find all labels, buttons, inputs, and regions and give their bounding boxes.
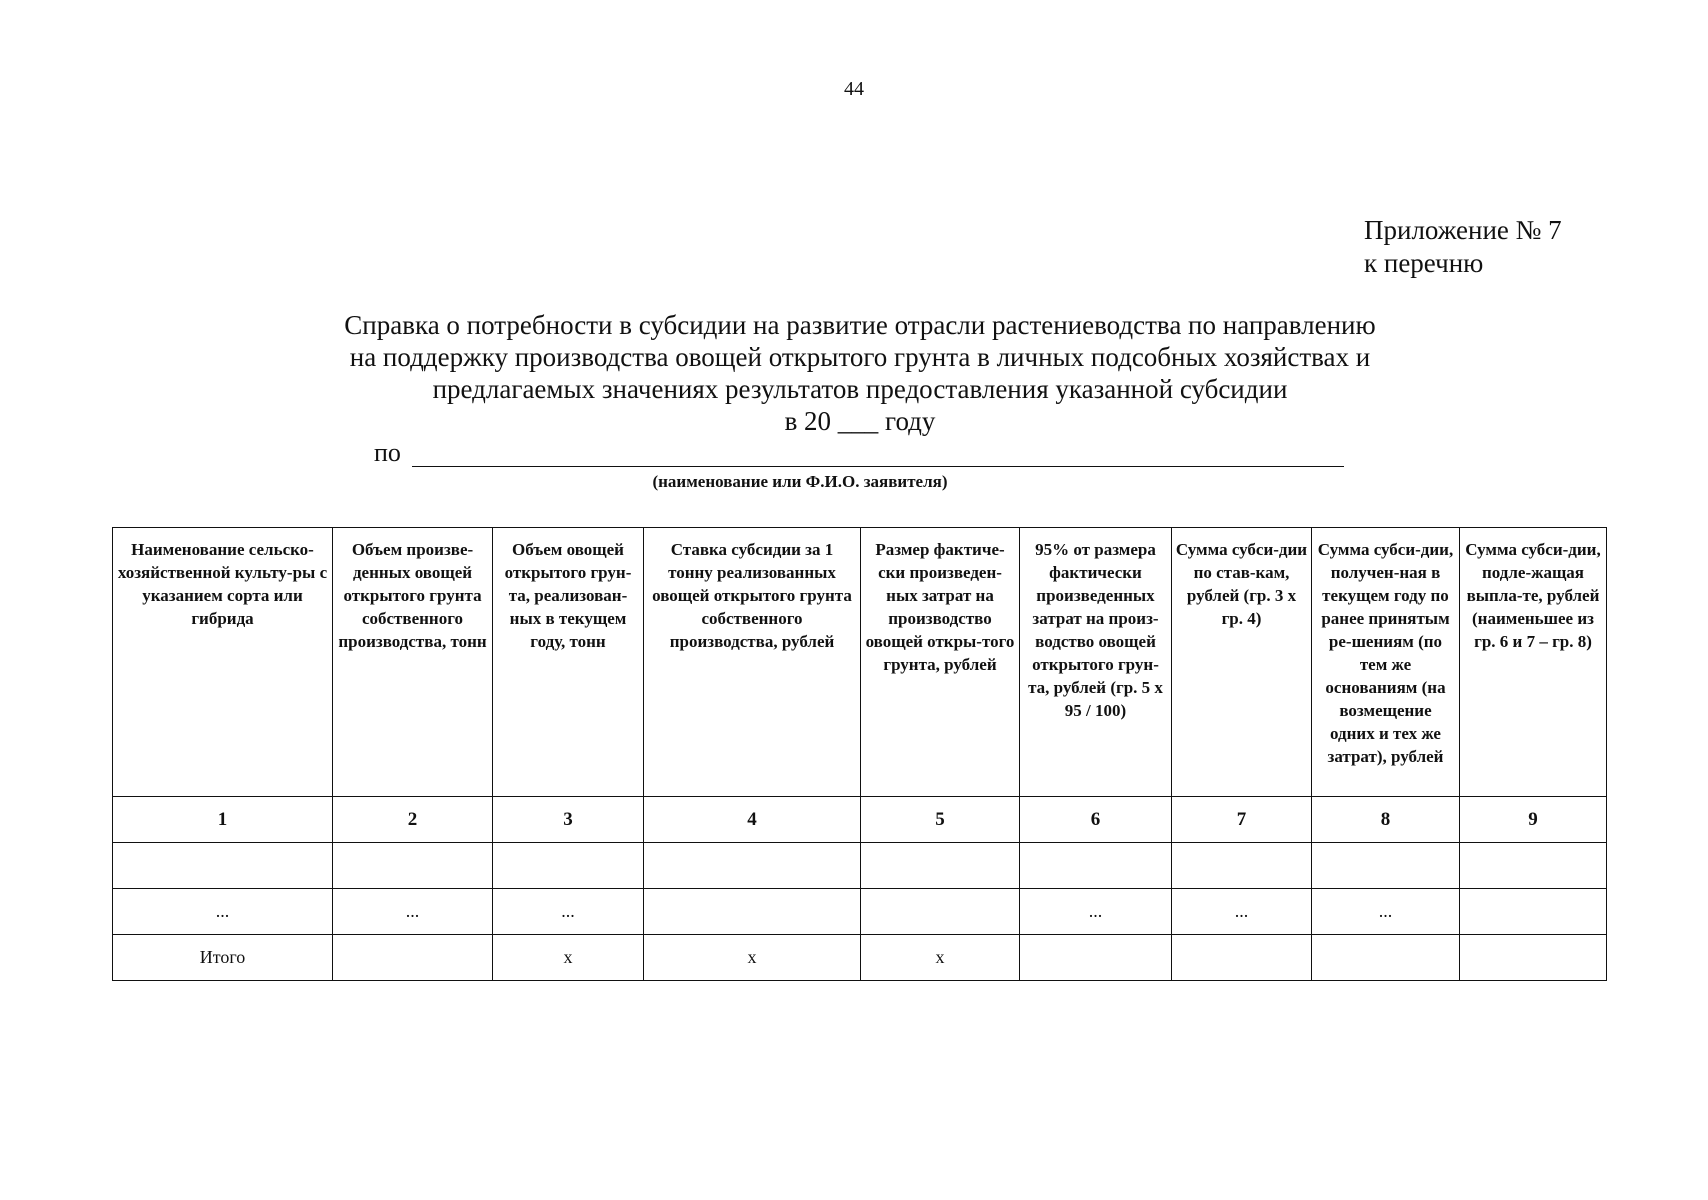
table-cell[interactable]: [333, 843, 493, 889]
table-cell[interactable]: [1020, 935, 1172, 981]
column-number: 3: [493, 797, 644, 843]
page-number: 44: [844, 78, 864, 100]
table-cell[interactable]: [1460, 935, 1607, 981]
table-cell[interactable]: [644, 843, 861, 889]
table-cell: x: [861, 935, 1020, 981]
table-cell[interactable]: ...: [333, 889, 493, 935]
table-cell[interactable]: [861, 889, 1020, 935]
table-cell[interactable]: [493, 843, 644, 889]
table-cell[interactable]: ...: [1020, 889, 1172, 935]
table-cell[interactable]: [1020, 843, 1172, 889]
title-line-2: на поддержку производства овощей открытого грунта в личных подсобных хозяйствах и: [349, 342, 1371, 372]
appendix-subtitle: к перечню: [1364, 248, 1484, 278]
table-cell[interactable]: [644, 889, 861, 935]
table-cell[interactable]: [1460, 889, 1607, 935]
total-row: [113, 935, 1607, 981]
table-cell: x: [644, 935, 861, 981]
column-header: 95% от размера фактически произведенных затрат на произ-водство овощей открытого грун-та, рублей (гр. 5 х 95 / 100): [1020, 528, 1172, 797]
column-header: Размер фактиче-ски произведен-ных затрат на производство овощей откры-того грунта, рублей: [861, 528, 1020, 797]
applicant-hint: (наименование или Ф.И.О. заявителя): [652, 472, 948, 491]
applicant-prefix: по: [374, 438, 401, 467]
title-line-3: предлагаемых значениях результатов предоставления указанной субсидии: [432, 374, 1288, 404]
table-cell[interactable]: ...: [493, 889, 644, 935]
subsidy-table: [112, 527, 1607, 981]
column-header: Сумма субси-дии, подле-жащая выпла-те, рублей (наименьшее из гр. 6 и 7 – гр. 8): [1460, 528, 1607, 797]
table-row: [113, 889, 1607, 935]
column-number: 5: [861, 797, 1020, 843]
table-row: [113, 843, 1607, 889]
table-cell[interactable]: [1172, 843, 1312, 889]
column-number: 9: [1460, 797, 1607, 843]
header-row: [113, 528, 1607, 797]
title-line-4: в 20 ___ году: [784, 406, 936, 436]
table-cell[interactable]: [1312, 935, 1460, 981]
appendix-title: Приложение № 7: [1364, 215, 1562, 245]
table-cell[interactable]: ...: [113, 889, 333, 935]
table-cell[interactable]: [1172, 935, 1312, 981]
column-number: 7: [1172, 797, 1312, 843]
table-cell[interactable]: [113, 843, 333, 889]
column-header: Объем произве-денных овощей открытого грунта собственного производства, тонн: [333, 528, 493, 797]
title-line-1: Справка о потребности в субсидии на развитие отрасли растениеводства по направлению: [344, 310, 1376, 340]
column-header: Ставка субсидии за 1 тонну реализованных овощей открытого грунта собственного производства, рублей: [644, 528, 861, 797]
column-header: Объем овощей открытого грун-та, реализован-ных в текущем году, тонн: [493, 528, 644, 797]
table-cell[interactable]: ...: [1312, 889, 1460, 935]
table-cell[interactable]: [1312, 843, 1460, 889]
column-number: 1: [113, 797, 333, 843]
table-cell[interactable]: [333, 935, 493, 981]
applicant-field[interactable]: [374, 438, 1344, 472]
table-cell[interactable]: ...: [1172, 889, 1312, 935]
column-header: Наименование сельско-хозяйственной культу-ры с указанием сорта или гибрида: [113, 528, 333, 797]
document-title: [240, 309, 1480, 437]
appendix-reference: [1364, 214, 1562, 280]
total-label: Итого: [113, 935, 333, 981]
column-header: Сумма субси-дии, получен-ная в текущем году по ранее принятым ре-шениям (по тем же основаниям (на возмещение одних и тех же затрат), рублей: [1312, 528, 1460, 797]
column-number: 4: [644, 797, 861, 843]
column-number: 8: [1312, 797, 1460, 843]
column-header: Сумма субси-дии по став-кам, рублей (гр. 3 х гр. 4): [1172, 528, 1312, 797]
table-cell: x: [493, 935, 644, 981]
column-number: 2: [333, 797, 493, 843]
column-number-row: [113, 797, 1607, 843]
applicant-underline: [412, 466, 1344, 467]
table-cell[interactable]: [1460, 843, 1607, 889]
column-number: 6: [1020, 797, 1172, 843]
table-cell[interactable]: [861, 843, 1020, 889]
